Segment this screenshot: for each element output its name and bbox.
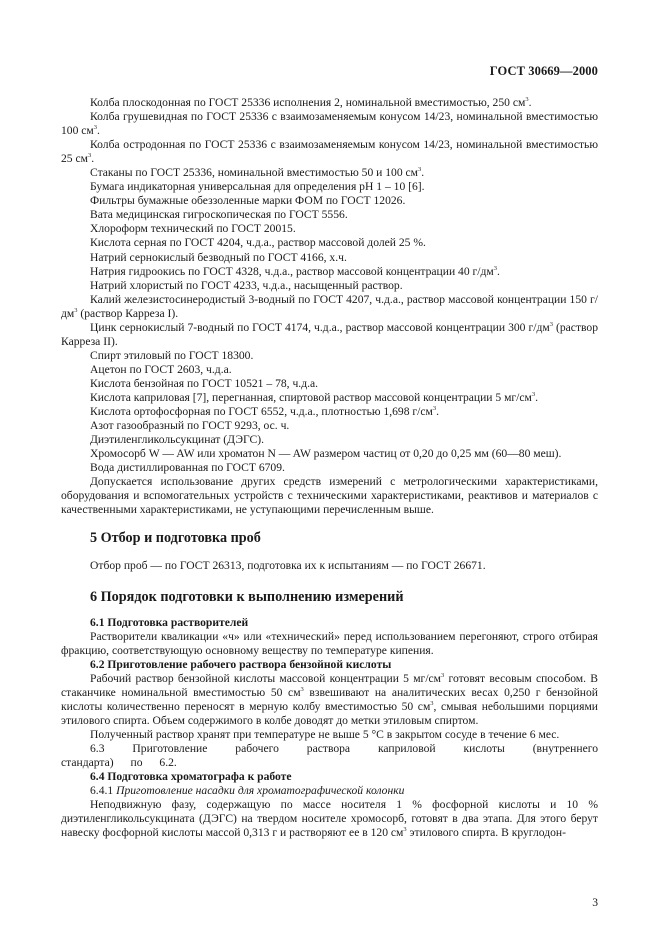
page-number: 3 xyxy=(592,896,598,909)
section-6-3-text: 6.3 Приготовление рабочего раствора каприловой кислоты (внутреннего стандарта) по 6.2. xyxy=(61,741,598,770)
section-6-1-text: Растворители кваликации «ч» или «технический» перед использованием перегоняют, строго отбирая фракцию, соответствующую основному веществу по температуре кипения. xyxy=(61,629,598,657)
section-6-heading: 6 Порядок подготовки к выполнению измерений xyxy=(90,588,404,605)
equipment-item: Фильтры бумажные обеззоленные марки ФОМ по ГОСТ 12026. xyxy=(90,194,406,208)
equipment-item: Кислота серная по ГОСТ 4204, ч.д.а., раствор массовой долей 25 %. xyxy=(90,236,426,250)
equipment-item: Кислота бензойная по ГОСТ 10521 – 78, ч.д.а. xyxy=(90,376,319,390)
equipment-item: Вода дистиллированная по ГОСТ 6709. xyxy=(90,461,285,475)
equipment-item: Кислота каприловая [7], перегнанная, спиртовой раствор массовой концентрации 5 $мг/см^3$. xyxy=(90,390,539,404)
equipment-item: Стаканы по ГОСТ 25336, номинальной вместимостью 50 и 100 $см^3$. xyxy=(90,166,425,180)
equipment-item: Ацетон по ГОСТ 2603, ч.д.а. xyxy=(90,362,232,376)
equipment-item: Натрий хлористый по ГОСТ 4233, ч.д.а., насыщенный раствор. xyxy=(90,278,403,292)
equipment-item: Натрий сернокислый безводный по ГОСТ 4166, х.ч. xyxy=(90,250,347,264)
equipment-item: Натрия гидроокись по ГОСТ 4328, ч.д.а., раствор массовой концентрации 40 $г/дм^3$. xyxy=(90,264,500,278)
equipment-item: Колба плоскодонная по ГОСТ 25336 исполнения 2, номинальной вместимостью, 250 $см^3$. xyxy=(90,96,532,109)
equipment-item: Бумага индикаторная универсальная для определения pH 1 – 10 [6]. xyxy=(90,180,425,194)
section-5-heading: 5 Отбор и подготовка проб xyxy=(90,530,261,547)
equipment-item: Цинк сернокислый 7-водный по ГОСТ 4174, ч.д.а., раствор массовой концентрации 300 $г/дм^3$ (раствор Карреза II). xyxy=(61,320,599,348)
equipment-item: Азот газообразный по ГОСТ 9293, ос. ч. xyxy=(90,419,290,433)
section-6-2-storage-text: Полученный раствор хранят при температуре не выше 5 °С в закрытом сосуде в течение 6 мес. xyxy=(90,727,560,741)
equipment-list xyxy=(61,96,598,517)
section-6-2-text: Рабочий раствор бензойной кислоты массовой концентрации 5 $мг/см^3$ готовят весовым способом. В стаканчике номинальной вместимостью 50 $см^3$ взвешивают на аналитических весах 0,250 г бензойной кислоты количественно переносят в мерную колбу вместимостью 50 $см^3$, смывая небольшими порциями этилового спирта. Объем содержимого в колбе доводят до метки этиловым спиртом. xyxy=(61,671,599,727)
equipment-item: Допускается использование других средств измерений с метрологическими характеристиками, оборудования и вспомогательных устройств с техническими характеристиками, реактивов и материалов с качественными характеристиками, не уступающими перечисленным выше. xyxy=(61,475,598,517)
equipment-item: Калий железистосинеродистый 3-водный по ГОСТ 4207, ч.д.а., раствор массовой концентрации 150 $г/дм^3$ (раствор Карреза I). xyxy=(61,292,598,320)
equipment-item: Вата медицинская гигроскопическая по ГОСТ 5556. xyxy=(90,208,348,222)
section-6-1-heading: 6.1 Подготовка растворителей xyxy=(90,615,249,629)
section-6-4-heading: 6.4 Подготовка хроматографа к работе xyxy=(90,770,292,784)
section-6-4-1-heading: 6.4.1 Приготовление насадки для хроматографической колонки xyxy=(90,784,405,798)
running-header-doc-id: ГОСТ 30669—2000 xyxy=(489,64,598,78)
equipment-item: Кислота ортофосфорная по ГОСТ 6552, ч.д.а., плотностью 1,698 $г/см^3$. xyxy=(90,405,440,419)
equipment-item: Колба грушевидная по ГОСТ 25336 с взаимозаменяемым конусом 14/23, номинальной вместимостью 100 $см^3$. xyxy=(61,110,598,138)
equipment-item: Хлороформ технический по ГОСТ 20015. xyxy=(90,222,296,236)
equipment-item: Хромосорб W — AW или хроматон N — AW размером частиц от 0,20 до 0,25 мм (60—80 меш). xyxy=(90,447,562,461)
equipment-item: Колба остродонная по ГОСТ 25336 с взаимозаменяемым конусом 14/23, номинальной вместимостью 25 $см^3$. xyxy=(61,138,598,166)
equipment-item: Спирт этиловый по ГОСТ 18300. xyxy=(90,348,254,362)
page-body xyxy=(61,96,598,840)
equipment-item: Диэтиленгликольсукцинат (ДЭГС). xyxy=(90,433,265,447)
section-6-2-heading: 6.2 Приготовление рабочего раствора бензойной кислоты xyxy=(90,657,392,671)
section-5-text: Отбор проб — по ГОСТ 26313, подготовка их к испытаниям — по ГОСТ 26671. xyxy=(90,559,486,573)
section-6-4-1-text: Неподвижную фазу, содержащую по массе носителя 1 % фосфорной кислоты и 10 % диэтиленгликольсукцината (ДЭГС) на твердом носителе хромосорб, готовят в два этапа. Для этого берут навеску фосфорной кислоты массой 0,313 г и растворяют ее в 120 $см^3$ этилового спирта. В круглодон- xyxy=(61,798,598,840)
